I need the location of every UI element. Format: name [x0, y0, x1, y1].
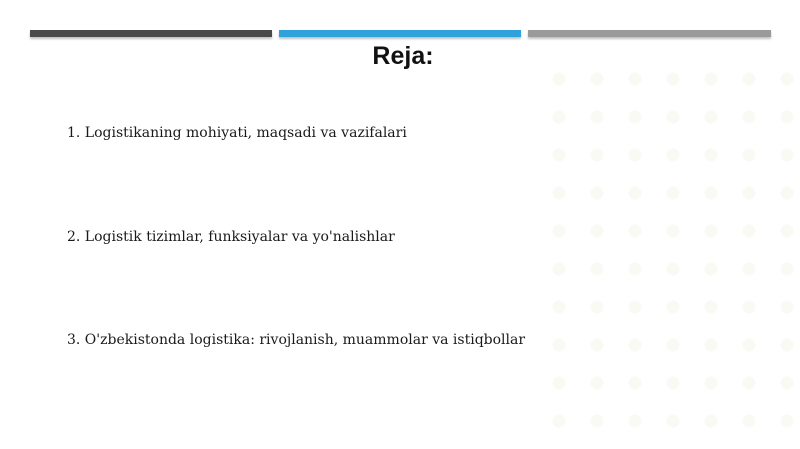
header-bar-blue: [279, 30, 521, 37]
slide-title: Reja:: [372, 42, 434, 70]
agenda-item-3: 3. O'zbekistonda logistika: rivojlanish, muammolar va istiqbollar: [67, 332, 526, 348]
agenda-item-1: 1. Logistikaning mohiyati, maqsadi va vazifalari: [67, 125, 407, 141]
header-bar-dark: [30, 30, 272, 37]
agenda-item-2: 2. Logistik tizimlar, funksiyalar va yo'nalishlar: [67, 229, 395, 245]
header-bar-gray: [528, 30, 771, 37]
background-texture: [540, 60, 800, 449]
